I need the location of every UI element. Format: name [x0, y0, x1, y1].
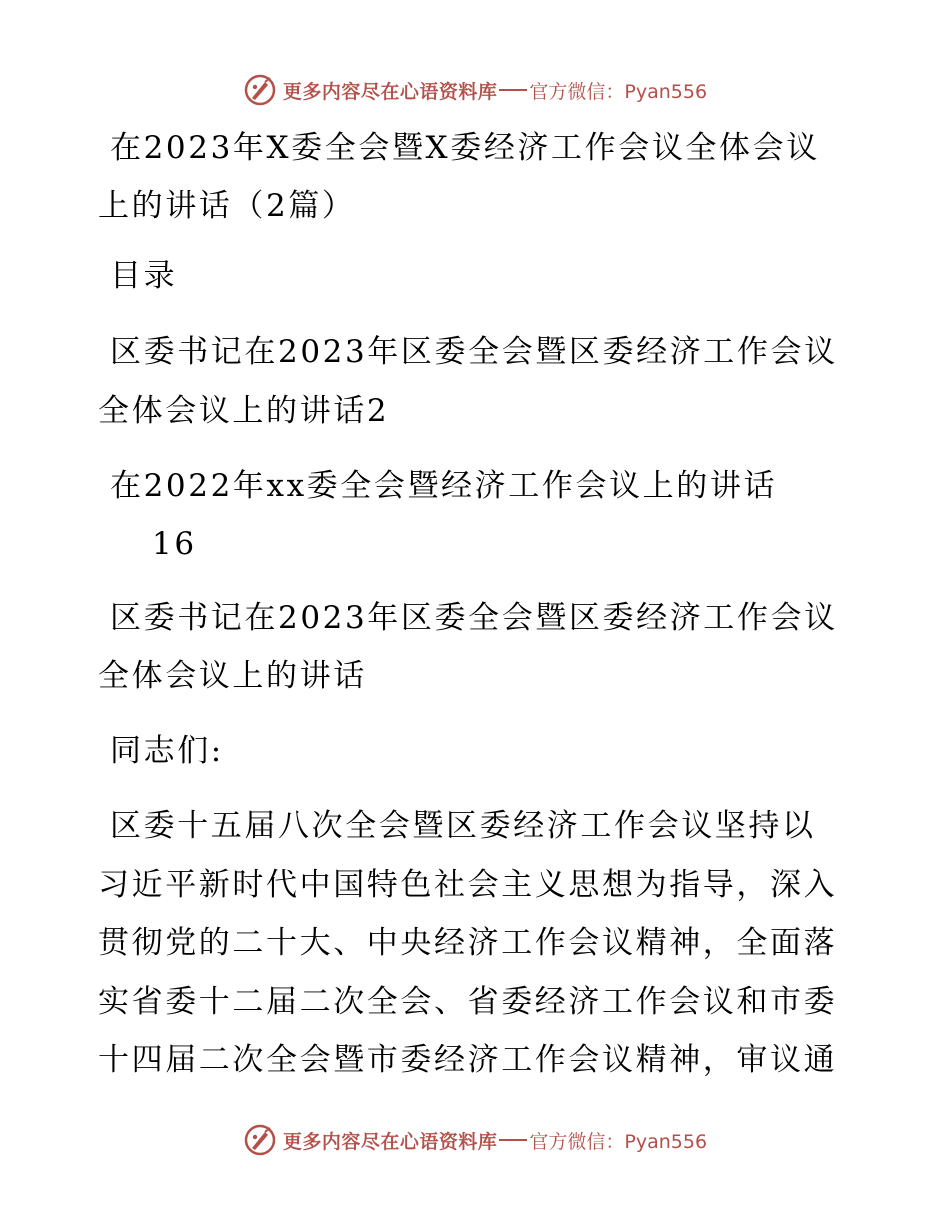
quill-pen-in-circle-icon — [243, 73, 277, 107]
section-title-line-1: 区委书记在2023年区委全会暨区委经济工作会议 — [110, 600, 838, 636]
banner-dash — [499, 89, 527, 91]
header-banner — [0, 70, 950, 110]
toc-entry-2-page: 16 — [152, 526, 197, 562]
toc-entry-1-line-2 — [98, 391, 389, 431]
contact-text: 官方微信：Pyan556 — [529, 1130, 708, 1153]
body-line-2: 习近平新时代中国特色社会主义思想为指导，深入 — [98, 867, 838, 903]
toc-entry-1-text: 全体会议上的讲话 — [98, 393, 367, 429]
banner-dash — [499, 1139, 527, 1141]
section-title-line-2: 全体会议上的讲话 — [98, 658, 367, 694]
salutation: 同志们: — [110, 733, 224, 769]
footer-banner — [0, 1120, 950, 1160]
document-title-line-2: 上的讲话（2篇） — [98, 188, 356, 224]
body-line-5: 十四届二次全会暨市委经济工作会议精神，审议通 — [98, 1042, 838, 1078]
toc-heading: 目录 — [110, 258, 178, 294]
promo-text: 更多内容尽在心语资料库 — [282, 80, 498, 103]
contact-text: 官方微信：Pyan556 — [529, 80, 708, 103]
body-line-3: 贯彻党的二十大、中央经济工作会议精神，全面落 — [98, 925, 838, 961]
body-line-1: 区委十五届八次全会暨区委经济工作会议坚持以 — [110, 808, 816, 844]
promo-text: 更多内容尽在心语资料库 — [282, 1130, 498, 1153]
toc-entry-1-page: 2 — [366, 393, 390, 429]
toc-entry-2-line-1: 在2022年xx委全会暨经济工作会议上的讲话 — [110, 468, 778, 504]
body-line-4: 实省委十二届二次全会、省委经济工作会议和市委 — [98, 984, 838, 1020]
quill-pen-in-circle-icon — [243, 1123, 277, 1157]
document-title-line-1: 在2023年X委全会暨X委经济工作会议全体会议 — [110, 130, 820, 166]
toc-entry-1-line-1: 区委书记在2023年区委全会暨区委经济工作会议 — [110, 334, 838, 370]
